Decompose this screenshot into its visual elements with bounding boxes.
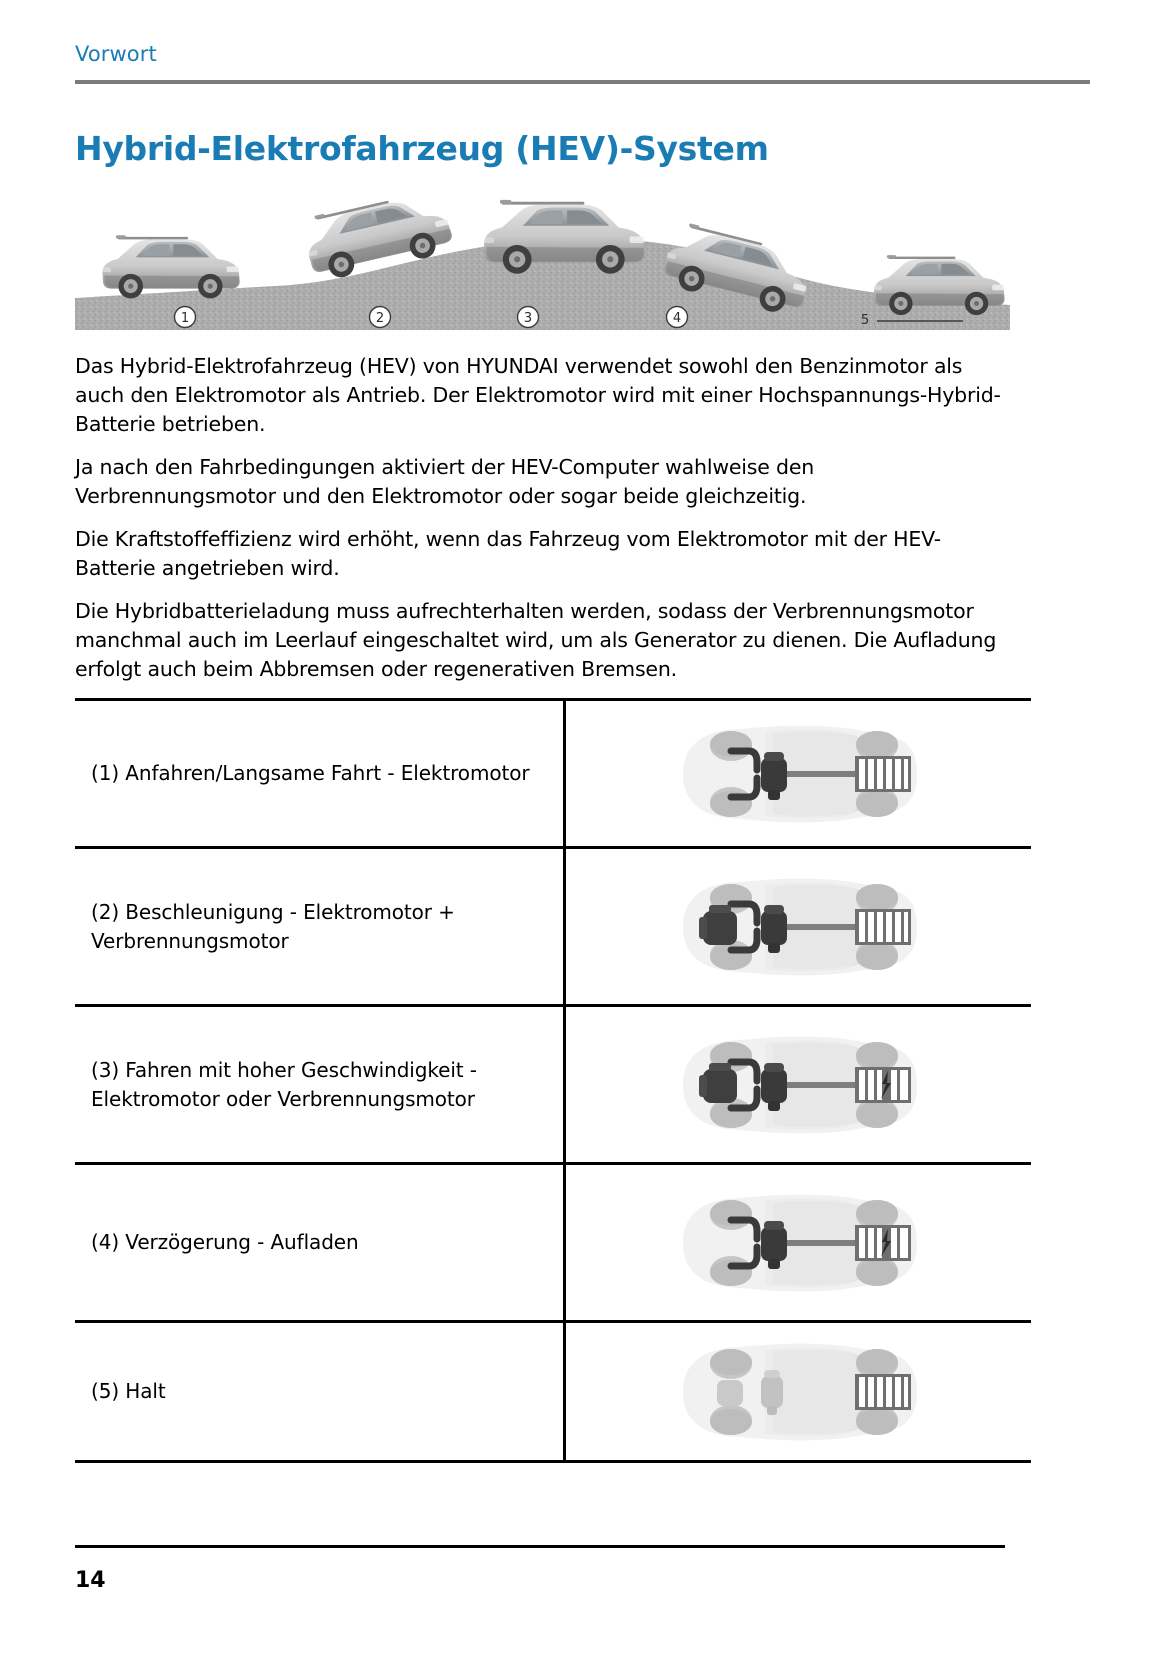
paragraph-3: Die Kraftstoffeffizienz wird erhöht, wenn das Fahrzeug vom Elektromotor mit der HEV-Batterie angetrieben wird. [75,527,941,581]
mode-label-1: (1) Anfahren/Langsame Fahrt - Elektromotor [75,700,565,848]
hev-operating-modes-table [75,698,1031,1463]
body-copy [75,352,1005,684]
table-row [75,700,1031,848]
marker-4: 4 [672,311,682,327]
mode-diagram-1 [565,700,1032,848]
header-divider [75,80,1090,84]
marker-2: 2 [375,311,385,327]
marker-5: 5 [860,313,870,329]
page-number: 14 [75,1568,106,1593]
paragraph-4: Die Hybridbatterieladung muss aufrechterhalten werden, sodass der Verbrennungsmotor manchmal auch im Leerlauf eingeschaltet wird, um als Generator zu dienen. Die Aufladung erfolgt auch beim Abbremsen oder regenerativen Bremsen. [75,599,997,682]
mode-diagram-4 [565,1164,1032,1322]
mode-label-3: (3) Fahren mit hoher Geschwindigkeit - Elektromotor oder Verbrennungsmotor [75,1006,565,1164]
mode-diagram-2 [565,848,1032,1006]
table-row [75,1006,1031,1164]
marker-3: 3 [523,311,533,327]
page-title: Hybrid-Elektrofahrzeug (HEV)-System [75,129,769,168]
mode-label-4: (4) Verzögerung - Aufladen [75,1164,565,1322]
marker-1: 1 [180,311,190,327]
hill-cars-illustration [75,190,1010,330]
mode-diagram-3 [565,1006,1032,1164]
table-row [75,1322,1031,1462]
page-footer [75,1545,1005,1593]
table-row [75,848,1031,1006]
mode-label-5: (5) Halt [75,1322,565,1462]
table-row [75,1164,1031,1322]
paragraph-2: Ja nach den Fahrbedingungen aktiviert der HEV-Computer wahlweise den Verbrennungsmotor und den Elektromotor oder sogar beide gleichzeitig. [75,455,815,509]
footer-divider [75,1545,1005,1548]
mode-diagram-5 [565,1322,1032,1462]
paragraph-1: Das Hybrid-Elektrofahrzeug (HEV) von HYUNDAI verwendet sowohl den Benzinmotor als auch den Elektromotor als Antrieb. Der Elektromotor wird mit einer Hochspannungs-Hybrid-Batterie betrieben. [75,354,1001,437]
mode-label-2: (2) Beschleunigung - Elektromotor + Verbrennungsmotor [75,848,565,1006]
running-header: Vorwort [75,42,157,66]
